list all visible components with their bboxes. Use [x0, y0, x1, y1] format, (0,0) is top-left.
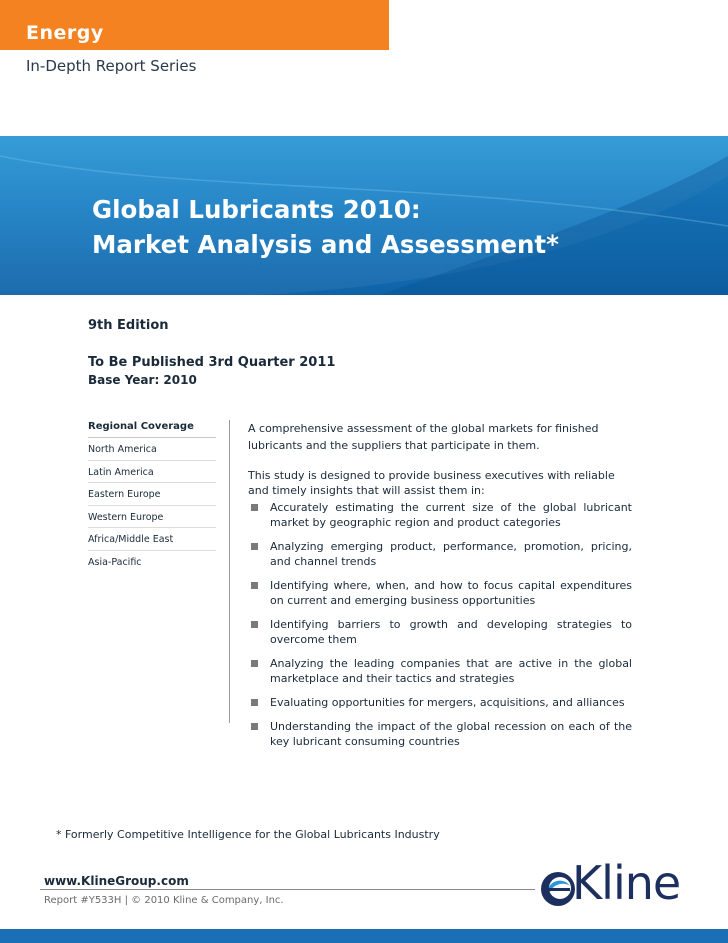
list-item: [248, 719, 632, 749]
region-item: Latin America: [88, 461, 216, 484]
website-link[interactable]: www.KlineGroup.com: [44, 874, 189, 888]
report-title: Global Lubricants 2010: Market Analysis and Assessment*: [92, 195, 559, 259]
report-info: Report #Y533H | © 2010 Kline & Company, Inc.: [44, 895, 284, 906]
bottom-bar: [0, 929, 728, 943]
list-item-text: Identifying where, when, and how to focus capital expenditures on current and emerging business opportunities: [270, 579, 632, 607]
kline-logo-text: Kline: [572, 856, 681, 910]
column-divider: [229, 420, 230, 723]
square-bullet-icon: [251, 660, 258, 667]
region-item: Eastern Europe: [88, 483, 216, 506]
study-text: This study is designed to provide business executives with reliable and timely insights that will assist them in:: [248, 469, 615, 497]
intro-text: A comprehensive assessment of the global markets for finished lubricants and the suppliers that participate in them.: [248, 422, 599, 452]
list-item: [248, 578, 632, 608]
base-year: Base Year: 2010: [88, 373, 197, 387]
list-item: [248, 695, 632, 710]
series-label: In-Depth Report Series: [26, 57, 197, 75]
list-item-text: Identifying barriers to growth and developing strategies to overcome them: [270, 618, 632, 646]
region-item: North America: [88, 438, 216, 461]
list-item-text: Analyzing emerging product, performance, promotion, pricing, and channel trends: [270, 540, 632, 568]
edition-label: 9th Edition: [88, 318, 169, 333]
region-item: Africa/Middle East: [88, 528, 216, 551]
list-item: [248, 656, 632, 686]
list-item: [248, 617, 632, 647]
region-item: Asia-Pacific: [88, 556, 142, 568]
list-item-text: Evaluating opportunities for mergers, acquisitions, and alliances: [270, 696, 625, 709]
regional-coverage-heading: Regional Coverage: [88, 421, 216, 438]
category-label: Energy: [26, 22, 104, 44]
benefits-list: [248, 500, 632, 749]
description-column: [248, 420, 632, 758]
square-bullet-icon: [251, 723, 258, 730]
square-bullet-icon: [251, 699, 258, 706]
square-bullet-icon: [251, 582, 258, 589]
square-bullet-icon: [251, 504, 258, 511]
footer-rule: [40, 889, 535, 890]
list-item: [248, 539, 632, 569]
list-item-text: Understanding the impact of the global recession on each of the key lubricant consuming countries: [270, 720, 632, 748]
region-item: Western Europe: [88, 506, 216, 529]
footnote: * Formerly Competitive Intelligence for the Global Lubricants Industry: [56, 828, 440, 841]
publish-date: To Be Published 3rd Quarter 2011: [88, 355, 336, 370]
list-item-text: Accurately estimating the current size of the global lubricant market by geographic region and product categories: [270, 501, 632, 529]
list-item-text: Analyzing the leading companies that are active in the global marketplace and their tactics and strategies: [270, 657, 632, 685]
kline-logo: [538, 856, 698, 918]
square-bullet-icon: [251, 621, 258, 628]
list-item: [248, 500, 632, 530]
title-banner: [0, 136, 728, 295]
regional-coverage: [88, 421, 216, 573]
square-bullet-icon: [251, 543, 258, 550]
